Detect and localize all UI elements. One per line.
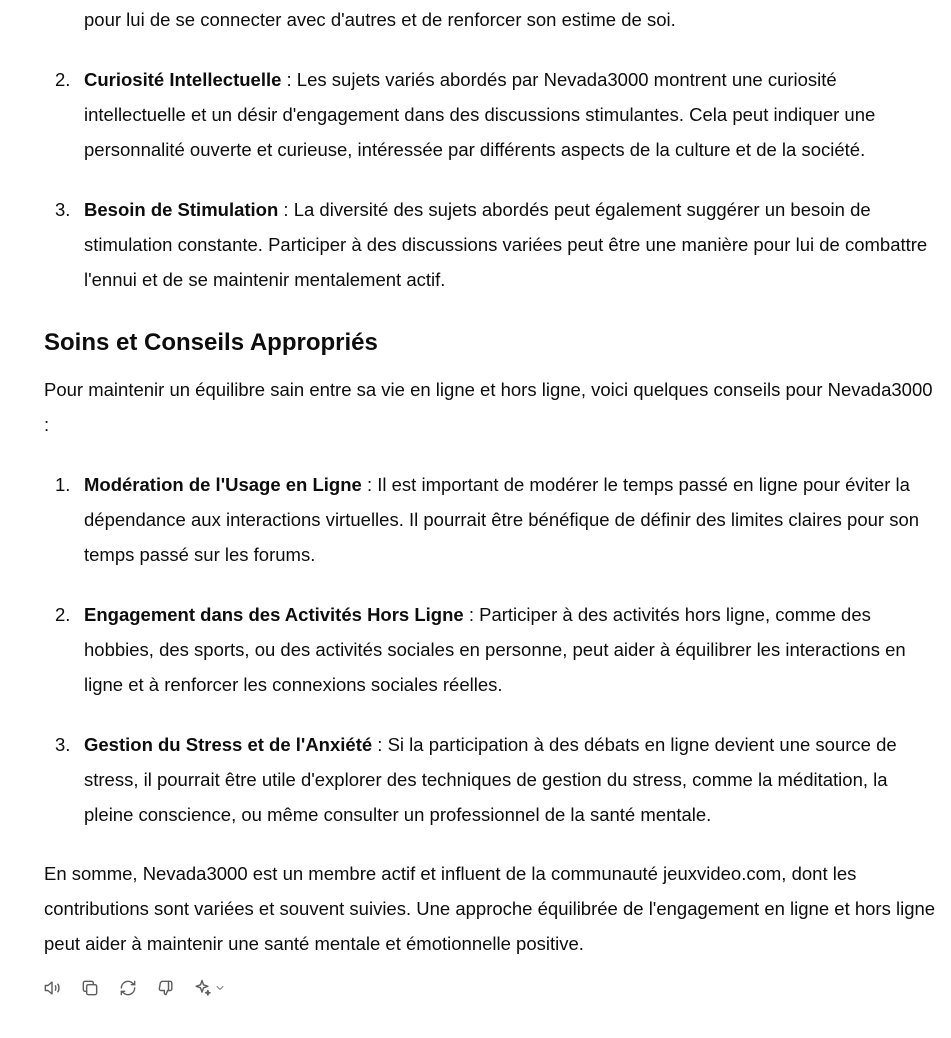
list-item-title: Modération de l'Usage en Ligne bbox=[84, 474, 362, 495]
read-aloud-icon bbox=[42, 978, 62, 998]
list-item-text: : Il est important de modérer le temps passé en ligne pour éviter la dépendance aux interactions virtuelles. Il pourrait être bénéfique de définir des limites claires pour son temps passé sur les forums. bbox=[84, 474, 920, 565]
list-item-text: : Participer à des activités hors ligne, comme des hobbies, des sports, ou des activités sociales en personne, peut aider à équilibrer les interactions en ligne et à renforcer les connexions sociales réelles. bbox=[84, 604, 906, 695]
traits-list bbox=[44, 62, 939, 297]
model-switcher-button[interactable] bbox=[192, 976, 232, 1000]
list-number: 3. bbox=[55, 199, 71, 220]
section-intro: Pour maintenir un équilibre sain entre sa vie en ligne et hors ligne, voici quelques conseils pour Nevada3000 : bbox=[44, 379, 933, 435]
list-item bbox=[44, 727, 939, 832]
list-item bbox=[44, 192, 939, 297]
regenerate-icon bbox=[118, 978, 138, 998]
list-item-text: : Si la participation à des débats en ligne devient une source de stress, il pourrait être utile d'explorer des techniques de gestion du stress, comme la méditation, la pleine conscience, ou même consulter un professionnel de la santé mentale. bbox=[84, 734, 897, 825]
list-item-title: Gestion du Stress et de l'Anxiété bbox=[84, 734, 373, 755]
regenerate-button[interactable] bbox=[116, 976, 140, 1000]
list-number: 1. bbox=[55, 474, 71, 495]
list-item bbox=[44, 467, 939, 572]
list-item-text: : Les sujets variés abordés par Nevada3000 montrent une curiosité intellectuelle et un désir d'engagement dans des discussions stimulantes. Cela peut indiquer une personnalité ouverte et curieuse, intéressée par différents aspects de la culture et de la société. bbox=[84, 69, 876, 160]
section-heading: Soins et Conseils Appropriés bbox=[44, 329, 378, 356]
chevron-down-icon bbox=[214, 982, 226, 994]
copy-icon bbox=[80, 978, 100, 998]
copy-button[interactable] bbox=[78, 976, 102, 1000]
list-number: 2. bbox=[55, 604, 71, 625]
list-item-title: Curiosité Intellectuelle bbox=[84, 69, 282, 90]
list-item bbox=[44, 597, 939, 702]
list-item bbox=[44, 62, 939, 167]
tips-list bbox=[44, 467, 939, 832]
thumbs-down-icon bbox=[156, 978, 176, 998]
list-item-text: : La diversité des sujets abordés peut également suggérer un besoin de stimulation constante. Participer à des discussions variées peut être une manière pour lui de combattre l'ennui et de se maintenir mentalement actif. bbox=[84, 199, 928, 290]
list-item-continuation: pour lui de se connecter avec d'autres et de renforcer son estime de soi. bbox=[84, 9, 676, 30]
list-number: 2. bbox=[55, 69, 71, 90]
list-item-title: Engagement dans des Activités Hors Ligne bbox=[84, 604, 464, 625]
sparkle-icon bbox=[192, 978, 212, 998]
assistant-message bbox=[44, 2, 939, 961]
conclusion-paragraph: En somme, Nevada3000 est un membre actif et influent de la communauté jeuxvideo.com, dont les contributions sont variées et souvent suivies. Une approche équilibrée de l'engagement en ligne et hors ligne peut aider à maintenir une santé mentale et émotionnelle positive. bbox=[44, 863, 936, 954]
list-number: 3. bbox=[55, 734, 71, 755]
read-aloud-button[interactable] bbox=[40, 976, 64, 1000]
message-actions-toolbar bbox=[40, 976, 232, 1000]
thumbs-down-button[interactable] bbox=[154, 976, 178, 1000]
list-item-title: Besoin de Stimulation bbox=[84, 199, 279, 220]
